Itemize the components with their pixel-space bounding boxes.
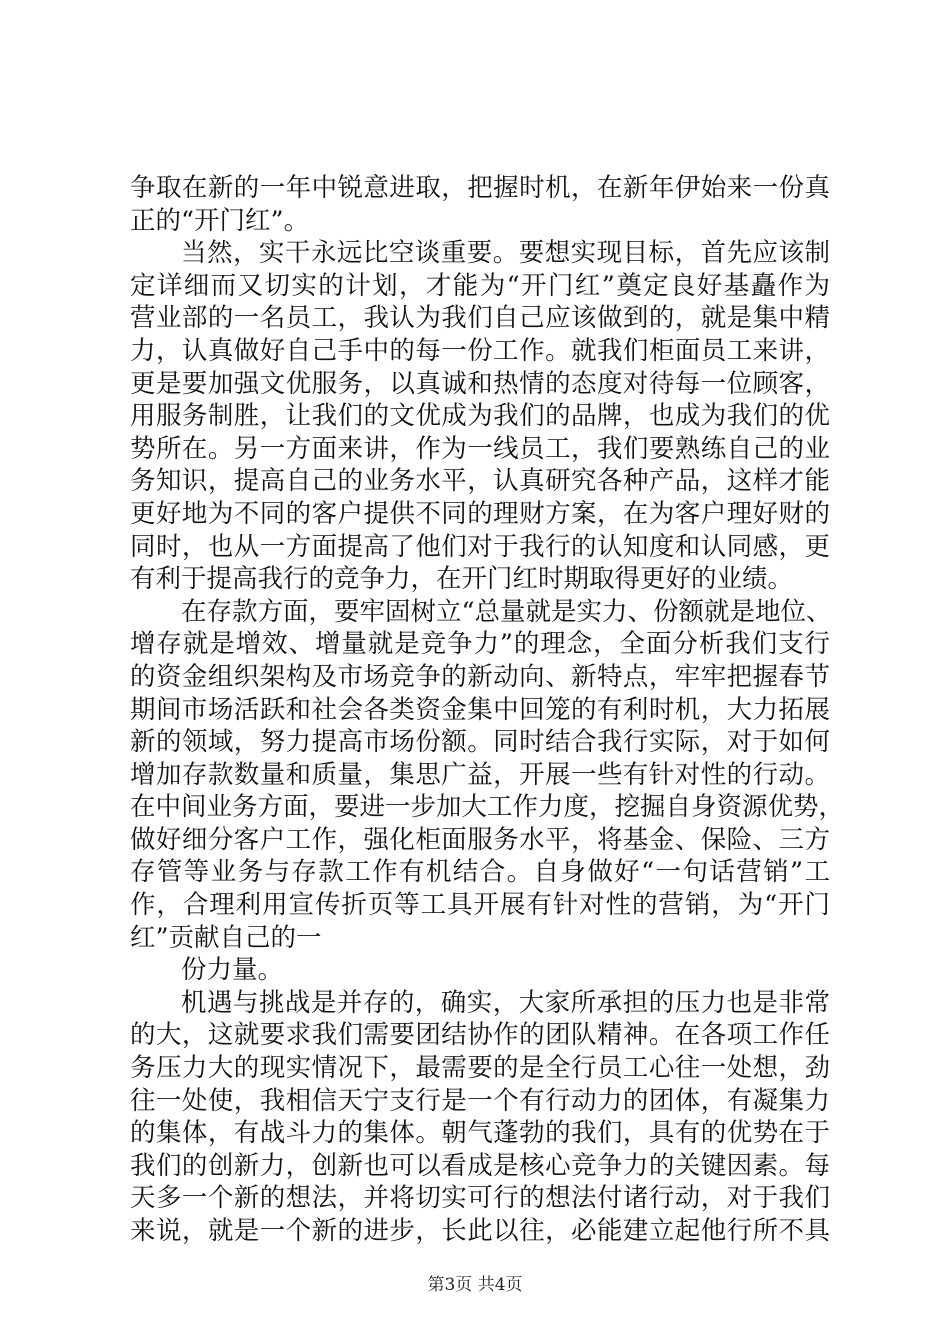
text-line: 正的“开门红”。: [130, 205, 310, 236]
text-line: 同时，也从一方面提高了他们对于我行的认知度和认同感，更: [130, 531, 830, 562]
text-line: 势所在。另一方面来讲，作为一线员工，我们要熟练自己的业: [130, 433, 830, 464]
text-line: 的大，这就要求我们需要团结协作的团队精神。在各项工作任: [130, 1020, 830, 1051]
text-line: 份力量。: [181, 955, 284, 986]
text-line: 有利于提高我行的竞争力，在开门红时期取得更好的业绩。: [130, 564, 794, 595]
text-line: 期间市场活跃和社会各类资金集中回笼的有利时机，大力拓展: [130, 694, 830, 725]
page-number-label: 第3页 共4页: [427, 1275, 523, 1295]
text-line: 我们的创新力，创新也可以看成是核心竞争力的关键因素。每: [130, 1150, 830, 1181]
text-line: 营业部的一名员工，我认为我们自己应该做到的，就是集中精: [130, 303, 830, 334]
document-body: [130, 172, 845, 1248]
text-line: 用服务制胜，让我们的文优成为我们的品牌，也成为我们的优: [130, 401, 830, 432]
text-line: 当然，实干永远比空谈重要。要想实现目标，首先应该制: [181, 238, 830, 269]
text-line: 的资金组织架构及市场竞争的新动向、新特点，牢牢把握春节: [130, 661, 830, 692]
text-line: 争取在新的一年中锐意进取，把握时机，在新年伊始来一份真: [130, 173, 830, 203]
text-line: 作，合理利用宣传折页等工具开展有针对性的营销，为“开门: [130, 890, 830, 921]
text-line: 力，认真做好自己手中的每一份工作。就我们柜面员工来讲，: [130, 335, 830, 366]
text-line: 新的领域，努力提高市场份额。同时结合我行实际，对于如何: [130, 727, 830, 758]
page-footer: [0, 1274, 950, 1296]
text-line: 在中间业务方面，要进一步加大工作力度，挖掘自身资源优势，: [130, 792, 845, 823]
text-line: 天多一个新的想法，并将切实可行的想法付诸行动，对于我们: [130, 1183, 830, 1214]
text-line: 在存款方面，要牢固树立“总量就是实力、份额就是地位、: [181, 596, 832, 627]
text-line: 红”贡献自己的一: [130, 922, 322, 953]
text-line: 存管等业务与存款工作有机结合。自身做好“一句话营销”工: [130, 857, 830, 888]
text-line: 机遇与挑战是并存的，确实，大家所承担的压力也是非常: [181, 987, 830, 1018]
text-line: 更好地为不同的客户提供不同的理财方案，在为客户理好财的: [130, 498, 830, 529]
text-line: 做好细分客户工作，强化柜面服务水平，将基金、保险、三方: [130, 824, 830, 855]
text-line: 的集体，有战斗力的集体。朝气蓬勃的我们，具有的优势在于: [130, 1118, 830, 1149]
text-line: 往一处使，我相信天宁支行是一个有行动力的团体，有凝集力: [130, 1085, 830, 1116]
text-line: 更是要加强文优服务，以真诚和热情的态度对待每一位顾客，: [130, 368, 830, 399]
text-line: 增存就是增效、增量就是竞争力”的理念，全面分析我们支行: [130, 629, 830, 660]
text-line: 务知识，提高自己的业务水平，认真研究各种产品，这样才能: [130, 466, 830, 497]
text-line: 增加存款数量和质量，集思广益，开展一些有针对性的行动。: [130, 759, 830, 790]
text-line: 定详细而又切实的计划，才能为“开门红”奠定良好基矗作为: [130, 270, 830, 301]
text-line: 务压力大的现实情况下，最需要的是全行员工心往一处想，劲: [130, 1053, 830, 1084]
text-line: 来说，就是一个新的进步，长此以往，必能建立起他行所不具: [130, 1216, 830, 1246]
